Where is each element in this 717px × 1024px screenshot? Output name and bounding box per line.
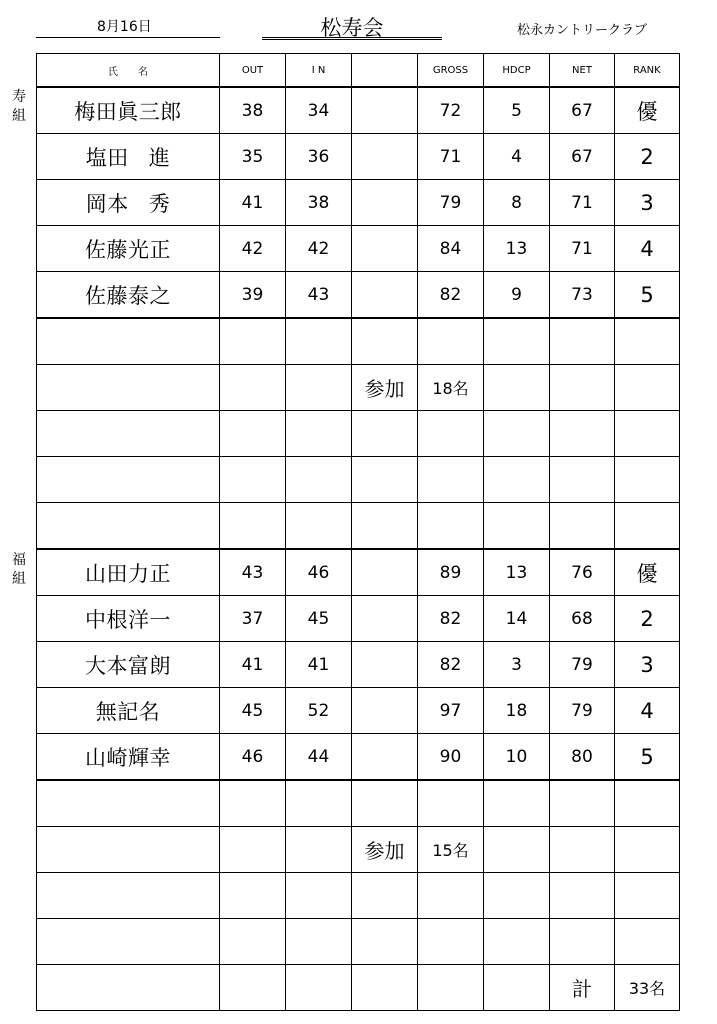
blank-cell [352, 180, 418, 226]
net-score: 71 [550, 180, 615, 226]
hdcp-value: 18 [484, 688, 550, 734]
empty-row [37, 780, 680, 827]
rank-value: 3 [615, 642, 680, 688]
col-header-name: 氏 名 [37, 54, 220, 88]
net-score: 73 [550, 272, 615, 319]
group-label-fuku: 福 組 [12, 552, 26, 587]
rank-value: 3 [615, 180, 680, 226]
hdcp-value: 13 [484, 226, 550, 272]
rank-value: 4 [615, 688, 680, 734]
rank-value: 優 [615, 549, 680, 596]
table-row [37, 272, 680, 319]
rank-value: 5 [615, 272, 680, 319]
col-header-rank: RANK [615, 54, 680, 88]
net-score: 67 [550, 87, 615, 134]
player-name: 佐藤泰之 [37, 272, 220, 319]
player-name: 岡本 秀 [37, 180, 220, 226]
player-name: 無記名 [37, 688, 220, 734]
in-score: 36 [286, 134, 352, 180]
table-row [37, 642, 680, 688]
page-title-underline [262, 37, 442, 41]
col-header-blank [352, 54, 418, 88]
out-score: 37 [220, 596, 286, 642]
player-name: 山崎輝幸 [37, 734, 220, 781]
out-score: 43 [220, 549, 286, 596]
participation-count: 18名 [418, 365, 484, 411]
player-name: 佐藤光正 [37, 226, 220, 272]
blank-cell [352, 596, 418, 642]
gross-score: 82 [418, 596, 484, 642]
col-header-hdcp: HDCP [484, 54, 550, 88]
blank-cell [352, 87, 418, 134]
net-score: 79 [550, 642, 615, 688]
hdcp-value: 13 [484, 549, 550, 596]
in-score: 43 [286, 272, 352, 319]
out-score: 38 [220, 87, 286, 134]
total-row [37, 965, 680, 1011]
player-name: 梅田眞三郎 [37, 87, 220, 134]
table-row [37, 226, 680, 272]
blank-cell [352, 688, 418, 734]
empty-row [37, 503, 680, 550]
rank-value: 優 [615, 87, 680, 134]
player-name: 大本富朗 [37, 642, 220, 688]
in-score: 46 [286, 549, 352, 596]
in-score: 34 [286, 87, 352, 134]
page-title: 松寿会 [320, 16, 384, 40]
col-header-net: NET [550, 54, 615, 88]
out-score: 41 [220, 642, 286, 688]
participation-label: 参加 [352, 365, 418, 411]
hdcp-value: 14 [484, 596, 550, 642]
net-score: 71 [550, 226, 615, 272]
in-score: 38 [286, 180, 352, 226]
rank-value: 5 [615, 734, 680, 781]
table-header-row [37, 54, 680, 88]
player-name: 中根洋一 [37, 596, 220, 642]
participation-label: 参加 [352, 827, 418, 873]
out-score: 35 [220, 134, 286, 180]
participation-row [37, 827, 680, 873]
gross-score: 82 [418, 272, 484, 319]
gross-score: 72 [418, 87, 484, 134]
hdcp-value: 3 [484, 642, 550, 688]
player-name: 塩田 進 [37, 134, 220, 180]
blank-cell [352, 134, 418, 180]
table-row [37, 549, 680, 596]
blank-cell [352, 549, 418, 596]
empty-row [37, 457, 680, 503]
participation-count: 15名 [418, 827, 484, 873]
table-row [37, 134, 680, 180]
empty-row [37, 411, 680, 457]
rank-value: 2 [615, 596, 680, 642]
table-row [37, 688, 680, 734]
hdcp-value: 8 [484, 180, 550, 226]
gross-score: 90 [418, 734, 484, 781]
rank-value: 2 [615, 134, 680, 180]
net-score: 76 [550, 549, 615, 596]
blank-cell [352, 642, 418, 688]
in-score: 41 [286, 642, 352, 688]
out-score: 41 [220, 180, 286, 226]
out-score: 42 [220, 226, 286, 272]
in-score: 52 [286, 688, 352, 734]
gross-score: 79 [418, 180, 484, 226]
club-name: 松永カントリークラブ [517, 23, 648, 38]
rank-value: 4 [615, 226, 680, 272]
net-score: 80 [550, 734, 615, 781]
in-score: 45 [286, 596, 352, 642]
hdcp-value: 5 [484, 87, 550, 134]
empty-row [37, 873, 680, 919]
in-score: 42 [286, 226, 352, 272]
col-header-in: I N [286, 54, 352, 88]
gross-score: 89 [418, 549, 484, 596]
net-score: 68 [550, 596, 615, 642]
blank-cell [352, 734, 418, 781]
score-table [36, 53, 680, 1011]
gross-score: 84 [418, 226, 484, 272]
empty-row [37, 318, 680, 365]
hdcp-value: 9 [484, 272, 550, 319]
empty-row [37, 919, 680, 965]
col-header-out: OUT [220, 54, 286, 88]
col-header-gross: GROSS [418, 54, 484, 88]
table-row [37, 87, 680, 134]
net-score: 67 [550, 134, 615, 180]
out-score: 45 [220, 688, 286, 734]
table-row [37, 734, 680, 781]
header-date: 8月16日 [97, 19, 152, 35]
gross-score: 97 [418, 688, 484, 734]
total-count: 33名 [615, 965, 680, 1011]
gross-score: 71 [418, 134, 484, 180]
out-score: 39 [220, 272, 286, 319]
table-row [37, 180, 680, 226]
player-name: 山田力正 [37, 549, 220, 596]
participation-row [37, 365, 680, 411]
blank-cell [352, 272, 418, 319]
in-score: 44 [286, 734, 352, 781]
hdcp-value: 4 [484, 134, 550, 180]
total-label: 計 [550, 965, 615, 1011]
out-score: 46 [220, 734, 286, 781]
table-row [37, 596, 680, 642]
hdcp-value: 10 [484, 734, 550, 781]
header-date-underline [36, 37, 220, 38]
blank-cell [352, 226, 418, 272]
gross-score: 82 [418, 642, 484, 688]
net-score: 79 [550, 688, 615, 734]
group-label-kotobuki: 寿 組 [12, 89, 26, 124]
